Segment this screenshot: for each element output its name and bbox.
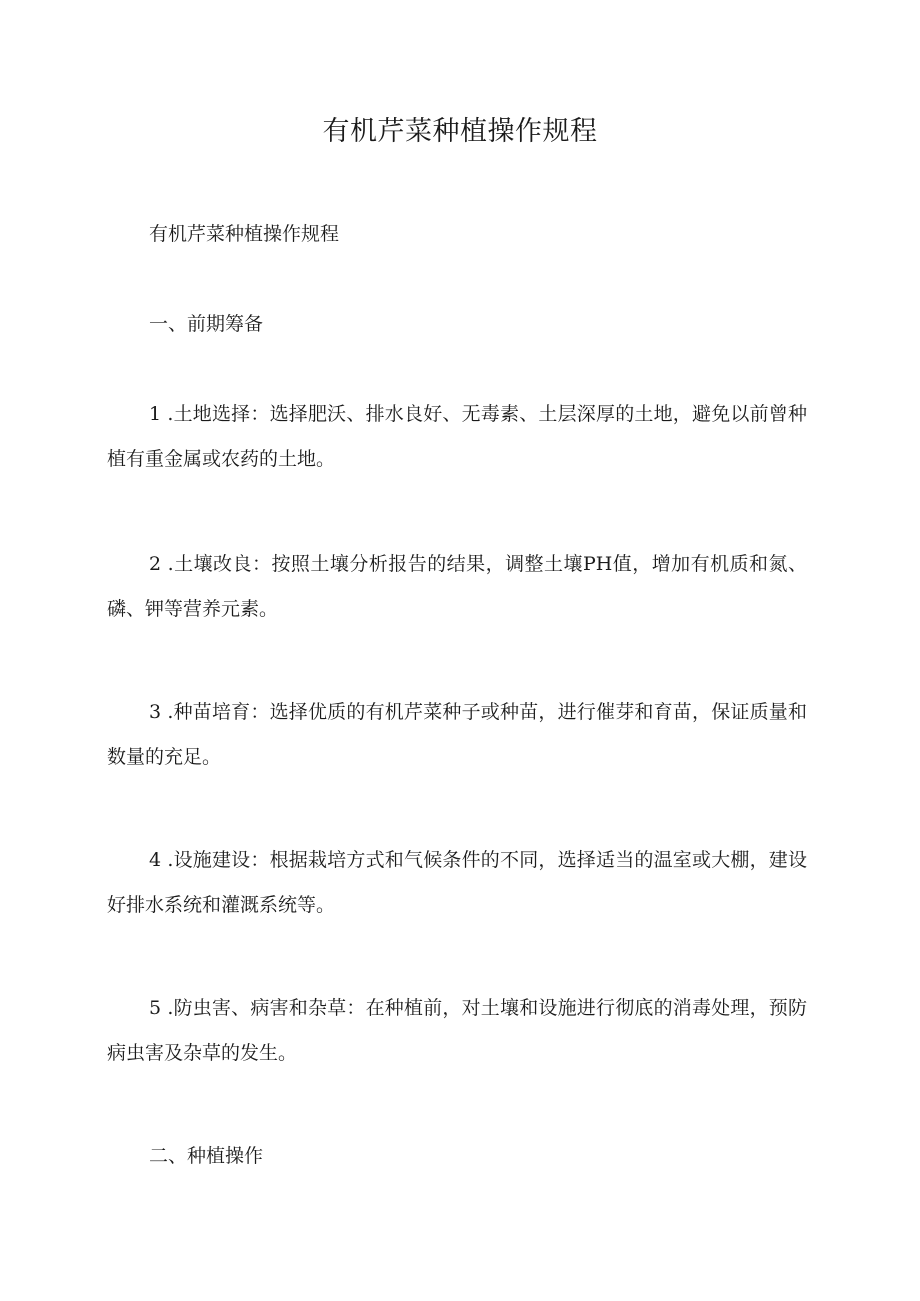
list-item-number: 5 [149,997,162,1019]
document-title: 有机芹菜种植操作规程 [322,116,598,147]
list-item-soil-improvement [107,542,807,632]
list-item-text: .土壤改良：按照土壤分析报告的结果，调整土壤PH值，增加有机质和氮、磷、钾等营养元素。 [107,553,807,620]
document-subtitle: 有机芹菜种植操作规程 [149,223,340,245]
list-item-number: 3 [149,701,162,723]
list-item-text: .防虫害、病害和杂草：在种植前，对土壤和设施进行彻底的消毒处理，预防病虫害及杂草的发生。 [107,997,807,1064]
list-item-land-selection [107,392,807,482]
list-item-facility-construction [107,838,807,928]
list-item-number: 1 [149,403,162,425]
list-item-text: .土地选择：选择肥沃、排水良好、无毒素、土层深厚的土地，避免以前曾种植有重金属或农药的土地。 [107,403,807,470]
list-item-pest-control [107,986,807,1076]
section-heading-preparation: 一、前期筹备 [149,313,264,335]
section-heading-planting: 二、种植操作 [149,1145,264,1167]
list-item-text: .种苗培育：选择优质的有机芹菜种子或种苗，进行催芽和育苗，保证质量和数量的充足。 [107,701,807,768]
list-item-number: 4 [149,849,162,871]
list-item-seedling-cultivation [107,690,807,780]
list-item-number: 2 [149,553,162,575]
list-item-text: .设施建设：根据栽培方式和气候条件的不同，选择适当的温室或大棚，建设好排水系统和灌溉系统等。 [107,849,807,916]
